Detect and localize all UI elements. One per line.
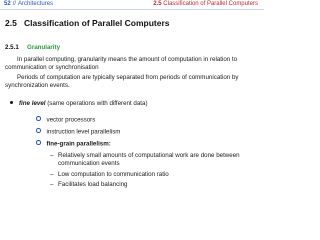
header-divider (0, 9, 264, 10)
dash-item-load-balancing (50, 181, 258, 189)
subbullet-text: vector processors (46, 116, 96, 124)
subbullet-instruction-level-parallelism (36, 128, 120, 136)
header-separator: // (12, 1, 17, 7)
section-title-text: Classification of Parallel Computers (24, 18, 170, 28)
dash-text: Facilitates load balancing (58, 181, 128, 188)
slide-header (0, 0, 264, 9)
dash-marker-icon: – (50, 171, 54, 178)
page-number: 52 (4, 1, 11, 7)
bullet-emphasis: fine level (19, 100, 46, 107)
paragraph-text: In parallel computing, granularity means the amount of computation in relation to communication or synchronisation (5, 56, 238, 72)
subbullet-fine-grain-parallelism (36, 140, 111, 148)
bullet-fine-level (10, 100, 148, 107)
subbullet-text: instruction level parallelism (46, 128, 121, 136)
subsection-number: 2.5.1 (5, 44, 19, 51)
dash-item-small-work (50, 152, 258, 168)
dash-item-low-ratio (50, 171, 258, 179)
subbullet-vector-processors (36, 116, 95, 124)
header-section-number: 2.5 (153, 1, 162, 7)
section-number: 2.5 (5, 18, 17, 28)
dash-text: Relatively small amounts of computational work are done between communication events (58, 152, 240, 167)
header-section-title: Classification of Parallel Computers (163, 1, 258, 7)
circle-bullet-icon (36, 116, 41, 121)
header-right (153, 1, 258, 7)
dash-marker-icon: – (50, 181, 54, 188)
subbullet-text: fine-grain parallelism: (46, 140, 111, 148)
section-title (5, 18, 169, 28)
bullet-dot-icon (10, 101, 13, 104)
subsection-title (5, 44, 60, 51)
paragraph-granularity-definition (5, 56, 261, 72)
bullet-text: (same operations with different data) (47, 100, 148, 107)
circle-bullet-icon (36, 128, 41, 133)
dash-marker-icon: – (50, 152, 54, 159)
dash-text: Low computation to communication ratio (58, 171, 169, 178)
paragraph-text: Periods of computation are typically separated from periods of communication by synchronization events. (5, 74, 239, 90)
header-left (4, 1, 53, 7)
header-chapter: Architectures (18, 1, 54, 7)
subsection-title-text: Granularity (27, 44, 61, 51)
circle-bullet-icon (36, 140, 41, 145)
paragraph-computation-periods (5, 74, 261, 90)
